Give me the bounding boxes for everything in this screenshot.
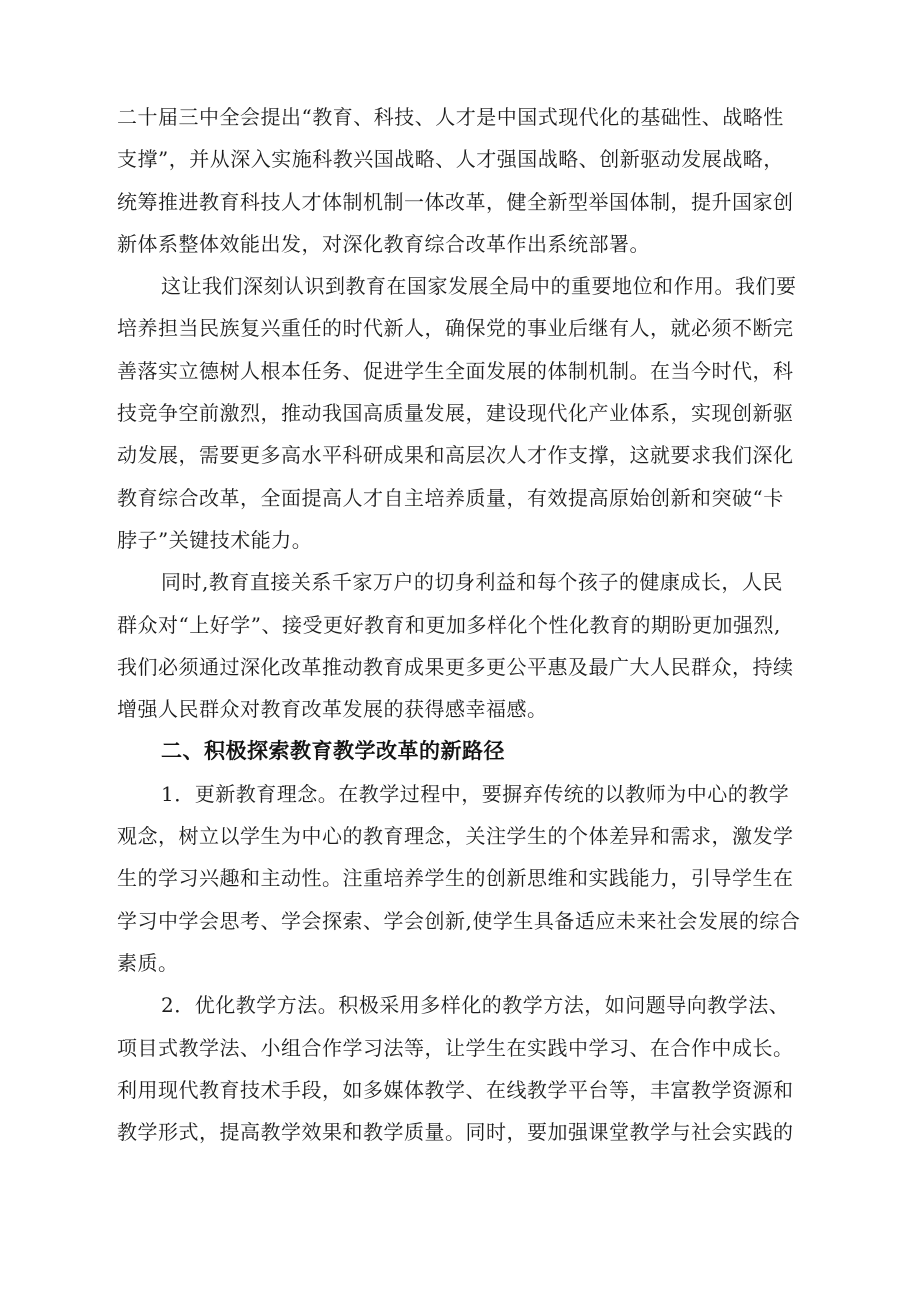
text-line: 新体系整体效能出发，对深化教育综合改革作出系统部署。 [117, 231, 650, 256]
paragraph-1 [117, 96, 829, 265]
document-body [117, 96, 829, 1153]
text-line: 观念，树立以学生为中心的教育理念，关注学生的个体差异和需求，激发学 [117, 824, 794, 849]
text-line: 二十届三中全会提出“教育、科技、人才是中国式现代化的基础性、战略性 [117, 105, 784, 129]
text-line: 教学形式，提高教学效果和教学质量。同时，要加强课堂教学与社会实践的 [117, 1120, 794, 1145]
text-line: 项目式教学法、小组合作学习法等，让学生在实践中学习、在合作中成长。 [117, 1035, 794, 1060]
text-line: 我们必须通过深化改革推动教育成果更多更公平惠及最广大人民群众，持续 [117, 654, 794, 679]
text-line: 教育综合改革，全面提高人才自主培养质量，有效提高原始创新和突破“卡 [117, 485, 784, 510]
paragraph-2 [117, 265, 829, 561]
text-line: 2．优化教学方法。积极采用多样化的教学方法，如问题导向教学法、 [161, 993, 790, 1018]
text-line: 同时,教育直接关系千家万户的切身利益和每个孩子的健康成长，人民 [161, 570, 783, 595]
text-line: 群众对“上好学”、接受更好教育和更加多样化个性化教育的期盼更加强烈, [117, 612, 781, 637]
text-line: 学习中学会思考、学会探索、学会创新,使学生具备适应未来社会发展的综合 [117, 908, 801, 933]
paragraph-3 [117, 561, 829, 730]
text-line: 利用现代教育技术手段，如多媒体教学、在线教学平台等，丰富教学资源和 [117, 1077, 794, 1102]
text-line: 技竞争空前激烈，推动我国高质量发展，建设现代化产业体系，实现创新驱 [117, 401, 794, 426]
text-line: 1．更新教育理念。在教学过程中，要摒弃传统的以教师为中心的教学 [161, 781, 790, 806]
text-line: 培养担当民族复兴重任的时代新人，确保党的事业后继有人，就必须不断完 [117, 316, 794, 341]
text-line: 这让我们深刻认识到教育在国家发展全局中的重要地位和作用。我们要 [161, 274, 797, 299]
text-line: 善落实立德树人根本任务、促进学生全面发展的体制机制。在当今时代，科 [117, 358, 794, 383]
text-line: 动发展，需要更多高水平科研成果和高层次人才作支撑，这就要求我们深化 [117, 443, 794, 468]
text-line: 增强人民群众对教育改革发展的获得感幸福感。 [117, 697, 548, 722]
text-line: 支撑”，并从深入实施科教兴国战略、人才强国战略、创新驱动发展战略， [117, 147, 784, 172]
numbered-item-2 [117, 984, 829, 1153]
text-line: 统筹推进教育科技人才体制机制一体改革，健全新型举国体制，提升国家创 [117, 189, 794, 214]
text-line: 生的学习兴趣和主动性。注重培养学生的创新思维和实践能力，引导学生在 [117, 866, 794, 891]
text-line: 脖子”关键技术能力。 [117, 527, 313, 552]
text-line: 素质。 [117, 950, 179, 975]
section-heading: 二、积极探索教育教学改革的新路径 [161, 739, 505, 764]
numbered-item-1 [117, 773, 829, 984]
